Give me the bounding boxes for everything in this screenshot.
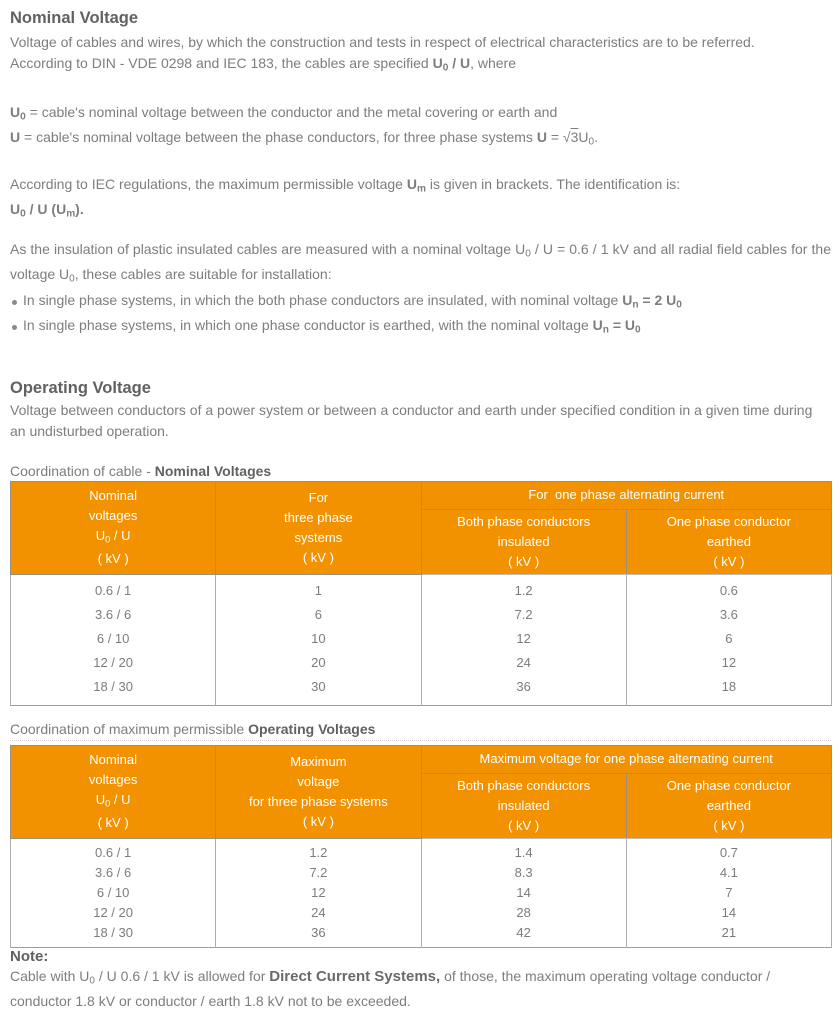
operating-voltage-description: Voltage between conductors of a power system or between a conductor and earth under specified condition in a given time during an undisturbed operation. <box>10 401 813 439</box>
col-header-nominal-voltages: Nominal voltages $U_0$ / U ( kV ) <box>11 481 216 574</box>
table-cell: 24 <box>421 651 626 675</box>
iec-regulations-line: According to IEC regulations, the maximum permissible voltage $U_m$ is given in brackets. The identification is: <box>10 175 681 195</box>
table-cell: 18 <box>626 675 831 706</box>
operating-voltages-table <box>10 745 832 948</box>
table-cell: 3.6 <box>626 603 831 627</box>
table-cell: 42 <box>421 923 626 948</box>
definitions-block <box>10 102 831 153</box>
table-cell: 3.6 / 6 <box>11 863 216 883</box>
col-header-one-conductor-earthed: One phase conductor earthed ( kV ) <box>626 509 831 574</box>
table-cell: 1.2 <box>421 574 626 603</box>
col-group-max-voltage-one-phase: Maximum voltage for one phase alternating current <box>421 745 832 773</box>
u-definition: U = cable's nominal voltage between the phase conductors, for three phase systems $U = √3U_0$. <box>10 129 599 148</box>
table-cell: 14 <box>421 883 626 903</box>
table-cell: 4.1 <box>626 863 831 883</box>
col-header-max-voltage-three-phase: Maximum voltage for three phase systems ( kV ) <box>216 745 421 838</box>
table-cell: 28 <box>421 903 626 923</box>
table-cell: 0.6 <box>626 574 831 603</box>
col-group-one-phase-alternating-current: For one phase alternating current <box>421 481 832 509</box>
table-cell: 21 <box>626 923 831 948</box>
table-cell: 12 <box>626 651 831 675</box>
nominal-voltages-table <box>10 481 832 706</box>
table-cell: 6 <box>626 627 831 651</box>
bullet-item <box>10 315 831 341</box>
table-cell: 7 <box>626 883 831 903</box>
table-row <box>11 651 832 675</box>
table-cell: 0.6 / 1 <box>11 574 216 603</box>
table-cell: 12 <box>216 883 421 903</box>
table-row <box>11 838 832 863</box>
operating-voltages-table-wrapper <box>10 740 831 948</box>
nominal-specification-line: According to DIN - VDE 0298 and IEC 183, the cables are specified $U_0$ / U, where <box>10 55 517 74</box>
table-cell: 12 / 20 <box>11 903 216 923</box>
iec-identification-line: $U_0$ / U $(U_m)$. <box>10 201 84 220</box>
bullet-item <box>10 290 831 316</box>
bullet-icon <box>12 300 17 305</box>
table-cell: 7.2 <box>216 863 421 883</box>
table-cell: 1.4 <box>421 838 626 863</box>
table-row <box>11 923 832 948</box>
table-cell: 0.6 / 1 <box>11 838 216 863</box>
table-cell: 3.6 / 6 <box>11 603 216 627</box>
note-title: Note: <box>10 947 49 965</box>
table-row <box>11 863 832 883</box>
table-row <box>11 603 832 627</box>
table-header <box>11 745 832 838</box>
table-cell: 18 / 30 <box>11 923 216 948</box>
col-header-both-conductors-insulated: Both phase conductors insulated ( kV ) <box>421 773 626 838</box>
table-cell: 1 <box>216 574 421 603</box>
table-row <box>11 574 832 603</box>
table-body <box>11 838 832 947</box>
table-cell: 36 <box>421 675 626 706</box>
table-row <box>11 883 832 903</box>
table-cell: 12 / 20 <box>11 651 216 675</box>
table-row <box>11 903 832 923</box>
iec-regulations-block <box>10 174 831 225</box>
table-cell: 8.3 <box>421 863 626 883</box>
col-header-nominal-voltages: Nominal voltages $U_0$ / U ( kV ) <box>11 745 216 838</box>
table-cell: 6 / 10 <box>11 883 216 903</box>
col-header-three-phase-systems: For three phase systems ( kV ) <box>216 481 421 574</box>
nominal-voltages-table-caption: Coordination of cable - Nominal Voltages <box>10 462 272 479</box>
table-cell: 36 <box>216 923 421 948</box>
nominal-voltage-title: Nominal Voltage <box>10 9 139 27</box>
operating-voltage-title: Operating Voltage <box>10 378 151 397</box>
bullet-text: In single phase systems, in which one phase conductor is earthed, with the nominal voltage $U_n = U_0$ <box>23 317 641 336</box>
nominal-voltage-description: Voltage of cables and wires, by which the construction and tests in respect of electrical characteristics are to be referred. <box>10 34 755 50</box>
operating-voltages-table-caption: Coordination of maximum permissible Operating Voltages <box>10 720 376 737</box>
table-cell: 6 <box>216 603 421 627</box>
table-cell: 20 <box>216 651 421 675</box>
table-cell: 30 <box>216 675 421 706</box>
col-header-both-conductors-insulated: Both phase conductors insulated ( kV ) <box>421 509 626 574</box>
table-cell: 10 <box>216 627 421 651</box>
table-header <box>11 481 832 574</box>
table-cell: 6 / 10 <box>11 627 216 651</box>
table-cell: 0.7 <box>626 838 831 863</box>
table-cell: 12 <box>421 627 626 651</box>
table-cell: 24 <box>216 903 421 923</box>
table-cell: 18 / 30 <box>11 675 216 706</box>
table-row <box>11 675 832 706</box>
table-body <box>11 574 832 705</box>
table-cell: 14 <box>626 903 831 923</box>
bullet-text: In single phase systems, in which the both phase conductors are insulated, with nominal voltage $U_n = 2$ $U_0$ <box>23 291 682 311</box>
table-row <box>11 627 832 651</box>
u0-definition: $U_0$ = cable's nominal voltage between the conductor and the metal covering or earth and <box>10 103 558 123</box>
col-header-one-conductor-earthed: One phase conductor earthed ( kV ) <box>626 773 831 838</box>
table-cell: 1.2 <box>216 838 421 863</box>
bullet-icon <box>12 325 17 330</box>
insulation-paragraph: As the insulation of plastic insulated cables are measured with a nominal voltage $U_0 / U = 0.6 / 1$ kV and all radial field cables for the voltage $U_0$, these cables are suitable for installation: <box>10 240 831 285</box>
table-cell: 7.2 <box>421 603 626 627</box>
note-text: Cable with $U_0$ / U 0.6 / 1 kV is allowed for Direct Current Systems, of those, the maximum operating voltage conductor / conductor 1.8 kV or conductor / earth 1.8 kV not to be exceeded. <box>10 967 771 1010</box>
